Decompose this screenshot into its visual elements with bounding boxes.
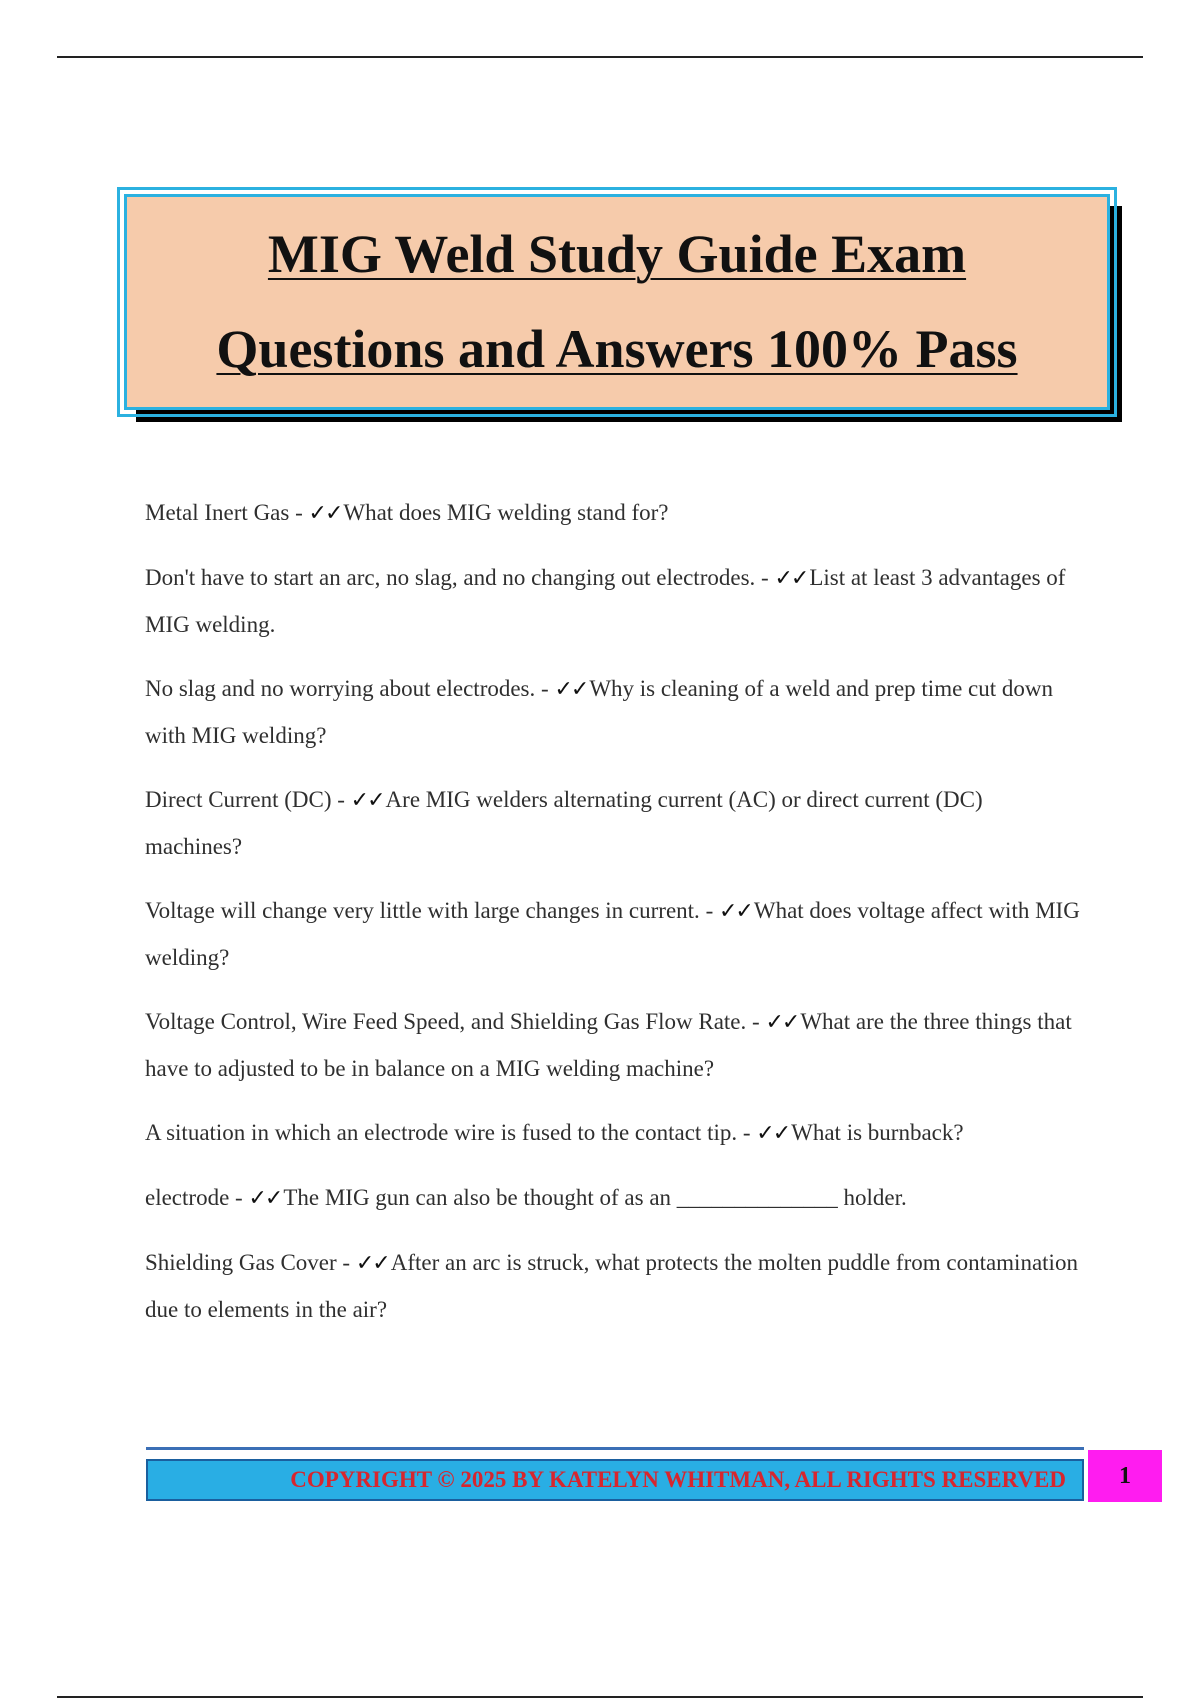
qa-list [145, 490, 1085, 1351]
qa-separator: - [746, 1009, 766, 1034]
qa-item [145, 777, 1085, 870]
qa-separator: - [331, 787, 351, 812]
qa-item [145, 666, 1085, 759]
qa-question: List at least 3 advantages of MIG welding. [145, 565, 1066, 637]
qa-question: Why is cleaning of a weld and prep time cut down with MIG welding? [145, 676, 1054, 748]
footer-bar [146, 1459, 1084, 1501]
double-check-icon: ✓✓ [350, 788, 384, 813]
qa-item [145, 1110, 1085, 1157]
qa-item [145, 999, 1085, 1092]
qa-item [145, 1240, 1085, 1333]
footer-divider [146, 1447, 1084, 1450]
qa-separator: - [336, 1250, 356, 1275]
qa-answer: No slag and no worrying about electrodes. [145, 676, 536, 701]
double-check-icon: ✓✓ [554, 677, 588, 702]
qa-separator: - [755, 565, 775, 590]
bottom-rule [57, 1696, 1143, 1698]
qa-question: What is burnback? [791, 1120, 964, 1145]
double-check-icon: ✓✓ [765, 1010, 799, 1035]
qa-question: After an arc is struck, what protects the molten puddle from contamination due to elements in the air? [145, 1250, 1078, 1322]
qa-separator: - [737, 1120, 757, 1145]
qa-separator: - [229, 1185, 249, 1210]
page-footer [146, 1447, 1162, 1505]
qa-item [145, 888, 1085, 981]
double-check-icon: ✓✓ [718, 899, 752, 924]
qa-item [145, 490, 1085, 537]
qa-item [145, 555, 1085, 648]
title-banner [124, 194, 1110, 410]
qa-answer: Shielding Gas Cover [145, 1250, 337, 1275]
qa-answer: Voltage Control, Wire Feed Speed, and Shielding Gas Flow Rate. [145, 1009, 747, 1034]
double-check-icon: ✓✓ [308, 501, 342, 526]
qa-question: What are the three things that have to adjusted to be in balance on a MIG welding machine? [145, 1009, 1072, 1081]
double-check-icon: ✓✓ [774, 566, 808, 591]
qa-answer: electrode [145, 1185, 230, 1210]
qa-question: What does MIG welding stand for? [343, 500, 669, 525]
qa-question: Are MIG welders alternating current (AC) or direct current (DC) machines? [145, 787, 983, 859]
qa-answer: Don't have to start an arc, no slag, and no changing out electrodes. [145, 565, 756, 590]
top-rule [57, 56, 1143, 58]
qa-answer: A situation in which an electrode wire is fused to the contact tip. [145, 1120, 738, 1145]
qa-question: What does voltage affect with MIG welding? [145, 898, 1080, 970]
page-title-line-2: Questions and Answers 100% Pass [216, 319, 1018, 379]
page-title-line-1: MIG Weld Study Guide Exam [267, 224, 967, 284]
page-number: 1 [1088, 1450, 1162, 1502]
qa-answer: Voltage will change very little with large changes in current. [145, 898, 700, 923]
qa-answer: Direct Current (DC) [145, 787, 332, 812]
qa-question: The MIG gun can also be thought of as an ______________ holder. [283, 1185, 907, 1210]
title-box [124, 194, 1110, 410]
qa-item [145, 1175, 1085, 1222]
qa-separator: - [289, 500, 309, 525]
double-check-icon: ✓✓ [355, 1251, 389, 1276]
qa-separator: - [535, 676, 555, 701]
qa-separator: - [699, 898, 719, 923]
qa-answer: Metal Inert Gas [145, 500, 290, 525]
double-check-icon: ✓✓ [756, 1121, 790, 1146]
copyright-notice: COPYRIGHT © 2025 BY KATELYN WHITMAN, ALL RIGHTS RESERVED [290, 1467, 1066, 1492]
double-check-icon: ✓✓ [248, 1186, 282, 1211]
